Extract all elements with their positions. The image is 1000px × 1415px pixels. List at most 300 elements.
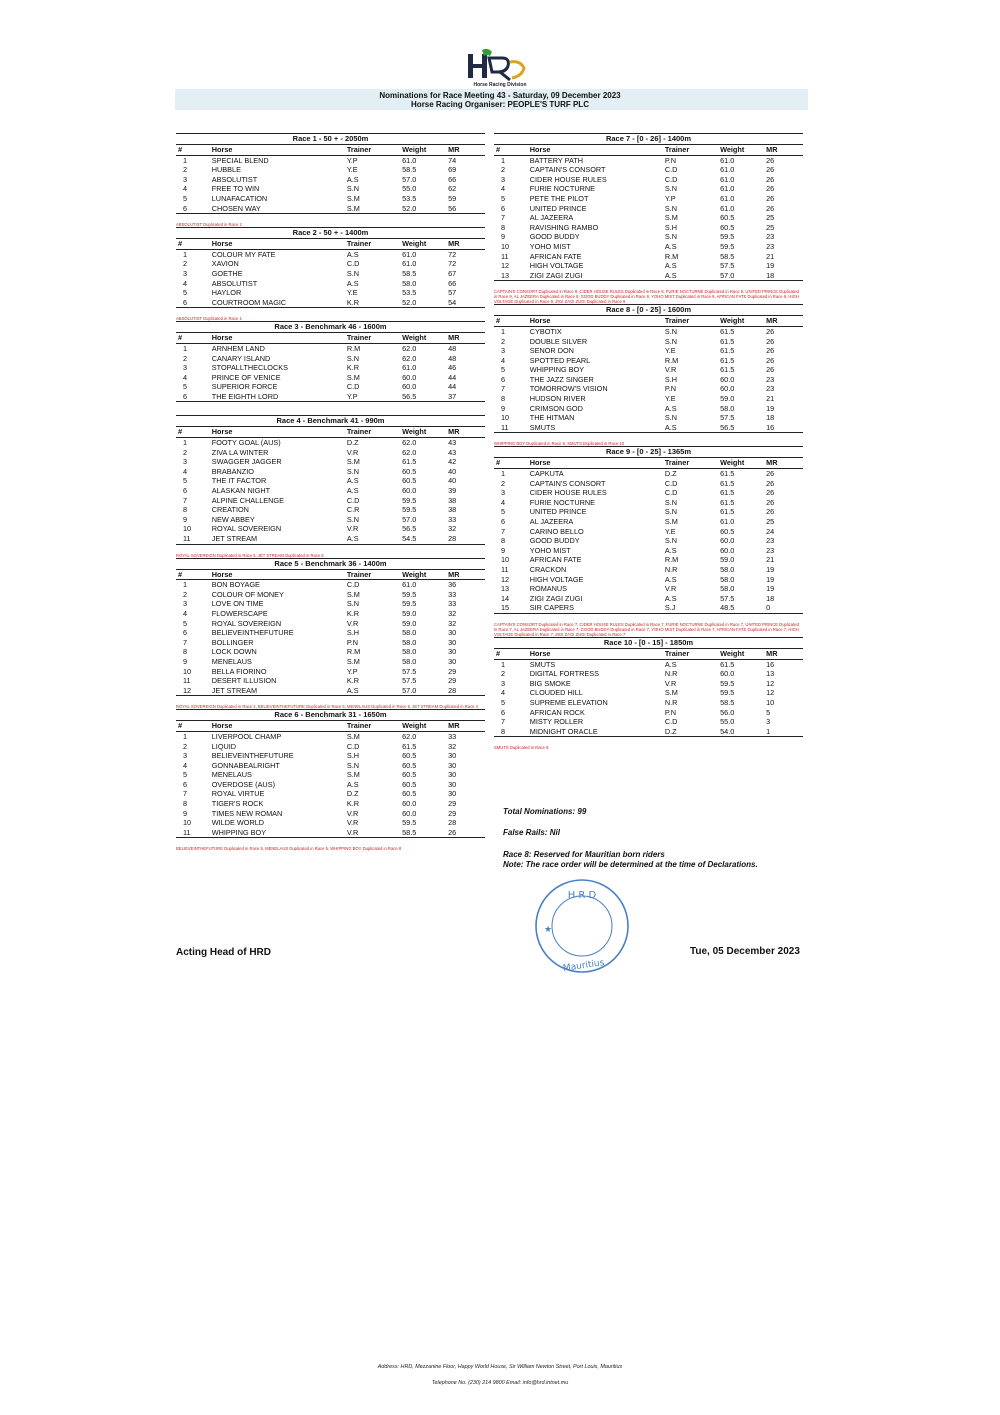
cell-no: 4 bbox=[183, 760, 188, 770]
column-header-trainer: Trainer bbox=[346, 427, 372, 437]
cell-weight: 61.5 bbox=[720, 326, 735, 336]
cell-no: 1 bbox=[183, 438, 188, 448]
cell-no: 3 bbox=[183, 599, 188, 609]
cell-weight: 58.0 bbox=[402, 656, 417, 666]
table-row bbox=[176, 486, 485, 496]
cell-trainer: S.H bbox=[664, 374, 677, 384]
signatory: Acting Head of HRD bbox=[176, 947, 271, 958]
cell-mr: 26 bbox=[766, 497, 775, 507]
cell-no: 1 bbox=[501, 326, 506, 336]
cell-mr: 69 bbox=[448, 165, 457, 175]
cell-mr: 30 bbox=[448, 751, 457, 761]
cell-weight: 59.0 bbox=[720, 394, 735, 404]
table-row bbox=[176, 392, 485, 402]
race-5-title: Race 5 - Benchmark 36 - 1400m bbox=[176, 558, 485, 570]
cell-weight: 58.0 bbox=[402, 637, 417, 647]
table-row bbox=[494, 603, 803, 613]
table-row bbox=[176, 657, 485, 667]
table-row bbox=[176, 789, 485, 799]
cell-mr: 26 bbox=[766, 365, 775, 375]
table-header bbox=[176, 570, 485, 580]
cell-trainer: R.M bbox=[664, 251, 679, 261]
cell-mr: 26 bbox=[766, 469, 775, 479]
cell-mr: 26 bbox=[766, 326, 775, 336]
cell-horse: BELIEVEINTHEFUTURE bbox=[211, 751, 294, 761]
table-row bbox=[176, 175, 485, 185]
cell-weight: 61.0 bbox=[720, 517, 735, 526]
cell-mr: 23 bbox=[766, 545, 775, 555]
cell-mr: 21 bbox=[766, 251, 775, 261]
column-header-mr: MR bbox=[448, 333, 460, 343]
cell-trainer: S.M bbox=[346, 731, 360, 741]
cell-weight: 59.5 bbox=[402, 495, 417, 505]
cell-no: 10 bbox=[501, 241, 510, 251]
cell-mr: 26 bbox=[766, 336, 775, 346]
cell-mr: 26 bbox=[766, 193, 775, 203]
table-row bbox=[494, 252, 803, 262]
cell-horse: ALPINE CHALLENGE bbox=[211, 495, 284, 505]
cell-mr: 29 bbox=[448, 676, 457, 686]
cell-trainer: N.R bbox=[664, 669, 678, 679]
table-row bbox=[494, 727, 803, 737]
cell-weight: 59.5 bbox=[720, 241, 735, 251]
cell-no: 9 bbox=[501, 545, 506, 555]
cell-horse: THE IT FACTOR bbox=[211, 476, 267, 486]
cell-mr: 33 bbox=[448, 589, 457, 599]
stamp-top-text: H R D bbox=[567, 890, 597, 901]
table-header bbox=[176, 427, 485, 437]
column-header-no: # bbox=[178, 721, 183, 731]
cell-trainer: S.N bbox=[346, 760, 359, 770]
logo-subtitle: Horse Racing Division bbox=[473, 82, 527, 88]
table-row bbox=[494, 194, 803, 204]
cell-weight: 60.5 bbox=[402, 466, 417, 476]
cell-trainer: K.R bbox=[346, 676, 359, 686]
race-8-section bbox=[494, 304, 803, 446]
cell-trainer: S.N bbox=[664, 336, 677, 346]
cell-mr: 26 bbox=[766, 507, 775, 517]
table-row bbox=[494, 708, 803, 718]
table-row bbox=[176, 676, 485, 686]
cell-weight: 57.5 bbox=[402, 666, 417, 676]
cell-trainer: S.N bbox=[664, 507, 677, 517]
table-row bbox=[494, 271, 803, 281]
table-row bbox=[494, 165, 803, 175]
column-header-trainer: Trainer bbox=[346, 721, 372, 731]
cell-mr: 19 bbox=[766, 584, 775, 594]
cell-no: 5 bbox=[501, 507, 506, 517]
column-header-trainer: Trainer bbox=[346, 145, 372, 154]
cell-mr: 30 bbox=[448, 637, 457, 647]
cell-mr: 30 bbox=[448, 779, 457, 789]
cell-weight: 61.5 bbox=[720, 355, 735, 365]
cell-trainer: V.R bbox=[346, 447, 359, 457]
cell-horse: SUPREME ELEVATION bbox=[529, 697, 608, 707]
table-row bbox=[494, 498, 803, 508]
cell-weight: 59.5 bbox=[402, 599, 417, 609]
cell-horse: CAPKUTA bbox=[529, 469, 564, 479]
cell-weight: 54.0 bbox=[720, 727, 766, 737]
column-header-no: # bbox=[178, 333, 183, 343]
cell-horse: MISTY ROLLER bbox=[529, 717, 584, 727]
column-header-mr: MR bbox=[448, 721, 460, 731]
cell-no: 2 bbox=[183, 741, 188, 751]
column-header-mr: MR bbox=[766, 145, 778, 154]
footer-contact: Telephone No. (230) 214 9800 Email: info@hrd.intnet.mu bbox=[431, 1380, 569, 1386]
race-7-duplicate-note: CAPTAIN'S CONSORT Duplicated in Race 9, CIDER HOUSE RULES Duplicated in Race 9, FURIE NOCTURNE Duplicated in Race 9, UNITED PRINCE Duplicated in Race 9, AL JAZEERA Duplicated in Race 9, GOOD BUDDY Duplicated in Race 9, YOHO MIST Duplicated in Race 9, AFRICAN FATE Duplicated in Race 9, HIGH VOLTAGE Duplicated in Race 9, ZIGI ZAGI ZUGI Duplicated in Race 9 bbox=[494, 289, 799, 305]
cell-weight: 60.0 bbox=[720, 669, 735, 679]
table-row bbox=[494, 536, 803, 546]
race-2-title: Race 2 - 50 + - 1400m bbox=[176, 227, 485, 239]
cell-trainer: S.M bbox=[664, 213, 678, 223]
cell-trainer: A.S bbox=[346, 249, 359, 259]
table-row bbox=[494, 384, 803, 394]
cell-weight: 61.5 bbox=[402, 741, 417, 751]
cell-horse: MENELAUS bbox=[211, 770, 252, 780]
cell-weight: 59.0 bbox=[402, 618, 417, 628]
cell-mr: 72 bbox=[448, 249, 457, 259]
cell-horse: CRIMSON GOD bbox=[529, 403, 583, 413]
cell-mr: 32 bbox=[448, 741, 457, 751]
cell-trainer: C.D bbox=[664, 174, 678, 184]
cell-horse: BATTERY PATH bbox=[529, 155, 584, 165]
table-row bbox=[176, 599, 485, 609]
cell-trainer: S.M bbox=[346, 589, 360, 599]
cell-horse: GOOD BUDDY bbox=[529, 232, 580, 242]
cell-mr: 28 bbox=[448, 818, 457, 828]
cell-weight: 59.5 bbox=[402, 505, 417, 515]
cell-weight: 62.0 bbox=[402, 353, 417, 363]
table-row bbox=[494, 261, 803, 271]
cell-horse: ABSOLUTIST bbox=[211, 278, 258, 288]
cell-no: 5 bbox=[183, 288, 188, 298]
footer-address: Address: HRD, Mezzanine Floor, Happy World House, Sir William Newton Street, Port Louis, Mauritius bbox=[377, 1364, 623, 1370]
reserved-note: Race 8: Reserved for Mauritian born riders bbox=[503, 850, 665, 859]
table-row bbox=[176, 194, 485, 204]
table-row bbox=[494, 594, 803, 604]
cell-weight: 60.5 bbox=[720, 213, 735, 223]
cell-mr: 26 bbox=[448, 828, 485, 838]
cell-horse: ZIGI ZAGI ZUGI bbox=[530, 271, 665, 281]
cell-trainer: V.R bbox=[346, 808, 359, 818]
cell-horse: TOMORROW'S VISION bbox=[529, 384, 608, 394]
cell-trainer: C.D bbox=[346, 741, 360, 751]
cell-horse: THE JAZZ SINGER bbox=[529, 374, 594, 384]
cell-horse: SPOTTED PEARL bbox=[529, 355, 591, 365]
cell-mr: 26 bbox=[766, 346, 775, 356]
cell-horse: LOCK DOWN bbox=[211, 647, 257, 657]
column-header-weight: Weight bbox=[402, 145, 427, 154]
cell-weight: 58.5 bbox=[402, 268, 417, 278]
table-row bbox=[494, 155, 803, 165]
cell-no: 7 bbox=[183, 495, 188, 505]
cell-horse: DOUBLE SILVER bbox=[529, 336, 588, 346]
signature-date: Tue, 05 December 2023 bbox=[690, 946, 800, 957]
cell-horse: PRINCE OF VENICE bbox=[211, 372, 281, 382]
column-header-trainer: Trainer bbox=[346, 333, 372, 343]
cell-horse: LIVERPOOL CHAMP bbox=[211, 731, 282, 741]
cell-mr: 48 bbox=[448, 343, 457, 353]
cell-trainer: C.D bbox=[664, 717, 678, 727]
cell-mr: 42 bbox=[448, 457, 457, 467]
cell-weight: 56.0 bbox=[720, 707, 735, 717]
cell-trainer: C.D bbox=[664, 165, 678, 175]
cell-mr: 19 bbox=[766, 261, 775, 271]
table-row bbox=[494, 423, 803, 433]
cell-trainer: S.N bbox=[346, 599, 359, 609]
cell-horse: BELIEVEINTHEFUTURE bbox=[211, 628, 294, 638]
cell-mr: 25 bbox=[766, 222, 775, 232]
cell-horse: BRABANZIO bbox=[211, 466, 254, 476]
cell-weight: 59.5 bbox=[720, 678, 735, 688]
column-header-no: # bbox=[496, 648, 501, 658]
cell-mr: 25 bbox=[766, 213, 775, 223]
cell-no: 8 bbox=[183, 505, 188, 515]
cell-mr: 26 bbox=[766, 478, 775, 488]
table-row bbox=[494, 184, 803, 194]
cell-no: 5 bbox=[183, 193, 188, 203]
race-5-duplicate-note: ROYAL SOVEREIGN Duplicated in Race 4, BELIEVEINTHEFUTURE Duplicated in Race 6, MENELAUS Duplicated in Race 6, JET STREAM Duplicated in Race 4 bbox=[176, 704, 479, 710]
table-row bbox=[176, 457, 485, 467]
cell-horse: HIGH VOLTAGE bbox=[529, 574, 584, 584]
cell-mr: 16 bbox=[766, 659, 775, 669]
cell-mr: 24 bbox=[766, 526, 775, 536]
cell-weight: 57.0 bbox=[402, 514, 417, 524]
cell-mr: 30 bbox=[448, 760, 457, 770]
table-row bbox=[494, 365, 803, 375]
cell-horse: GONNABEALRIGHT bbox=[211, 760, 280, 770]
cell-trainer: A.S bbox=[346, 278, 359, 288]
cell-horse: THE EIGHTH LORD bbox=[212, 392, 347, 402]
column-header-trainer: Trainer bbox=[664, 145, 690, 154]
table-row bbox=[176, 731, 485, 741]
cell-no: 2 bbox=[501, 336, 506, 346]
cell-trainer: S.M bbox=[346, 193, 360, 203]
cell-trainer: Y.E bbox=[346, 165, 358, 175]
race-3-title: Race 3 - Benchmark 46 - 1600m bbox=[176, 321, 485, 333]
total-nominations: Total Nominations: 99 bbox=[503, 807, 587, 816]
cell-no: 8 bbox=[183, 799, 188, 809]
cell-horse: JET STREAM bbox=[212, 686, 347, 696]
cell-trainer: S.N bbox=[664, 536, 677, 546]
cell-no: 5 bbox=[501, 193, 506, 203]
cell-no: 1 bbox=[501, 469, 506, 479]
table-header bbox=[494, 145, 803, 155]
column-header-weight: Weight bbox=[402, 721, 427, 731]
race-7-section bbox=[494, 133, 803, 304]
table-row bbox=[494, 555, 803, 565]
cell-trainer: S.N bbox=[664, 184, 677, 194]
cell-mr: 30 bbox=[448, 789, 457, 799]
cell-weight: 61.5 bbox=[720, 488, 735, 498]
cell-no: 7 bbox=[501, 526, 506, 536]
cell-no: 12 bbox=[501, 261, 510, 271]
cell-mr: 5 bbox=[766, 707, 771, 717]
race-7-title: Race 7 - [0 - 26] - 1400m bbox=[494, 133, 803, 145]
cell-weight: 58.0 bbox=[720, 403, 735, 413]
cell-mr: 30 bbox=[448, 647, 457, 657]
cell-trainer: A.S bbox=[664, 659, 677, 669]
cell-horse: AL JAZEERA bbox=[529, 213, 574, 223]
cell-horse: TIMES NEW ROMAN bbox=[211, 808, 283, 818]
race-4-table bbox=[176, 427, 485, 544]
cell-trainer: S.N bbox=[664, 203, 677, 213]
cell-no: 5 bbox=[501, 697, 506, 707]
cell-no: 2 bbox=[183, 353, 188, 363]
table-row bbox=[494, 204, 803, 214]
cell-horse: ARNHEM LAND bbox=[211, 343, 265, 353]
cell-trainer: V.R bbox=[346, 818, 359, 828]
cell-trainer: D.Z bbox=[664, 469, 677, 479]
table-row bbox=[176, 184, 485, 194]
cell-trainer: Y.E bbox=[346, 288, 358, 298]
cell-no: 4 bbox=[501, 184, 506, 194]
cell-horse: ABSOLUTIST bbox=[211, 174, 258, 184]
cell-no: 6 bbox=[183, 486, 188, 496]
column-header-no: # bbox=[178, 427, 183, 437]
cell-weight: 62.0 bbox=[402, 731, 417, 741]
table-row bbox=[176, 249, 485, 259]
cell-no: 6 bbox=[183, 779, 188, 789]
cell-no: 10 bbox=[501, 413, 510, 423]
cell-horse: YOHO MIST bbox=[529, 545, 571, 555]
cell-horse: ROYAL VIRTUE bbox=[211, 789, 265, 799]
cell-horse: COURTROOM MAGIC bbox=[212, 298, 347, 308]
cell-trainer: A.S bbox=[664, 545, 677, 555]
cell-no: 1 bbox=[183, 731, 188, 741]
table-row bbox=[176, 809, 485, 819]
table-row bbox=[176, 269, 485, 279]
cell-weight: 61.5 bbox=[720, 469, 735, 479]
cell-mr: 30 bbox=[448, 770, 457, 780]
cell-weight: 60.0 bbox=[720, 536, 735, 546]
table-row bbox=[494, 575, 803, 585]
cell-weight: 62.0 bbox=[402, 438, 417, 448]
cell-weight: 59.5 bbox=[720, 688, 735, 698]
cell-no: 13 bbox=[501, 584, 510, 594]
column-header-mr: MR bbox=[448, 239, 460, 249]
table-row bbox=[176, 438, 485, 448]
cell-trainer: S.M bbox=[664, 517, 678, 526]
cell-no: 4 bbox=[183, 184, 188, 194]
cell-trainer: Y.P bbox=[346, 155, 358, 165]
column-header-horse: Horse bbox=[211, 145, 233, 154]
cell-horse: AFRICAN FATE bbox=[529, 251, 582, 261]
cell-no: 7 bbox=[501, 384, 506, 394]
cell-weight: 57.0 bbox=[720, 271, 766, 281]
cell-weight: 61.0 bbox=[720, 174, 735, 184]
table-row bbox=[176, 580, 485, 590]
cell-mr: 33 bbox=[448, 731, 457, 741]
cell-weight: 59.0 bbox=[720, 555, 735, 565]
cell-mr: 62 bbox=[448, 184, 457, 194]
cell-no: 3 bbox=[501, 174, 506, 184]
cell-mr: 44 bbox=[448, 382, 457, 392]
cell-mr: 23 bbox=[766, 374, 775, 384]
cell-mr: 21 bbox=[766, 555, 775, 565]
cell-trainer: S.N bbox=[346, 466, 359, 476]
cell-weight: 52.0 bbox=[402, 204, 448, 214]
cell-weight: 58.0 bbox=[720, 564, 735, 574]
cell-weight: 60.5 bbox=[402, 751, 417, 761]
cell-horse: SWAGGER JAGGER bbox=[211, 457, 282, 467]
false-rails: False Rails: Nil bbox=[503, 828, 560, 837]
cell-mr: 33 bbox=[448, 599, 457, 609]
race-4-section bbox=[176, 415, 485, 557]
table-row bbox=[176, 343, 485, 353]
cell-mr: 18 bbox=[766, 593, 775, 603]
cell-no: 5 bbox=[183, 382, 188, 392]
cell-no: 3 bbox=[183, 174, 188, 184]
table-row bbox=[176, 373, 485, 383]
cell-mr: 26 bbox=[766, 165, 775, 175]
table-row bbox=[176, 761, 485, 771]
column-header-horse: Horse bbox=[211, 721, 233, 731]
table-row bbox=[176, 496, 485, 506]
cell-mr: 43 bbox=[448, 447, 457, 457]
cell-no: 2 bbox=[183, 259, 188, 269]
cell-no: 8 bbox=[501, 536, 506, 546]
table-row bbox=[176, 448, 485, 458]
table-row bbox=[176, 609, 485, 619]
cell-no: 2 bbox=[501, 478, 506, 488]
cell-horse: DESERT ILLUSION bbox=[211, 676, 277, 686]
cell-trainer: K.R bbox=[346, 799, 359, 809]
cell-weight: 58.0 bbox=[402, 628, 417, 638]
cell-no: 10 bbox=[183, 524, 192, 534]
cell-no: 2 bbox=[183, 447, 188, 457]
cell-trainer: A.S bbox=[664, 593, 677, 603]
cell-trainer: A.S bbox=[665, 271, 720, 281]
cell-weight: 61.5 bbox=[402, 457, 417, 467]
cell-horse: ROMANUS bbox=[529, 584, 568, 594]
cell-no: 6 bbox=[501, 374, 506, 384]
cell-weight: 60.5 bbox=[720, 526, 735, 536]
cell-weight: 57.5 bbox=[720, 261, 735, 271]
table-row bbox=[176, 505, 485, 515]
table-row bbox=[176, 751, 485, 761]
table-row bbox=[494, 479, 803, 489]
cell-weight: 57.0 bbox=[402, 174, 417, 184]
cell-weight: 60.0 bbox=[402, 382, 417, 392]
cell-no: 4 bbox=[501, 688, 506, 698]
cell-mr: 48 bbox=[448, 353, 457, 363]
table-header bbox=[494, 316, 803, 326]
stamp-bottom-text: Mauritius bbox=[562, 958, 606, 974]
cell-trainer: S.N bbox=[664, 232, 677, 242]
race-7-table bbox=[494, 145, 803, 281]
cell-horse: CAPTAIN'S CONSORT bbox=[529, 478, 606, 488]
column-header-no: # bbox=[496, 316, 501, 326]
table-row bbox=[494, 527, 803, 537]
cell-trainer: A.S bbox=[346, 476, 359, 486]
cell-mr: 3 bbox=[766, 717, 771, 727]
race-9-duplicate-note: CAPTAIN'S CONSORT Duplicated in Race 7, CIDER HOUSE RULES Duplicated in Race 7, FURIE NOCTURNE Duplicated in Race 7, UNITED PRINCE Duplicated in Race 7, AL JAZEERA Duplicated in Race 7, GOOD BUDDY Duplicated in Race 7, YOHO MIST Duplicated in Race 7, AFRICAN FATE Duplicated in Race 7, HIGH VOLTAGE Duplicated in Race 7, ZIGI ZAGI ZUGI Duplicated in Race 7 bbox=[494, 621, 799, 637]
cell-weight: 60.5 bbox=[402, 476, 417, 486]
cell-trainer: P.N bbox=[664, 155, 677, 165]
cell-trainer: S.H bbox=[346, 628, 359, 638]
cell-mr: 26 bbox=[766, 488, 775, 498]
table-row bbox=[176, 619, 485, 629]
table-row bbox=[494, 688, 803, 698]
cell-no: 3 bbox=[501, 678, 506, 688]
cell-trainer: D.Z bbox=[346, 438, 359, 448]
cell-mr: 10 bbox=[766, 697, 775, 707]
cell-trainer: D.Z bbox=[346, 789, 359, 799]
cell-weight: 57.5 bbox=[720, 413, 735, 423]
column-header-trainer: Trainer bbox=[346, 239, 372, 249]
cell-no: 2 bbox=[183, 165, 188, 175]
